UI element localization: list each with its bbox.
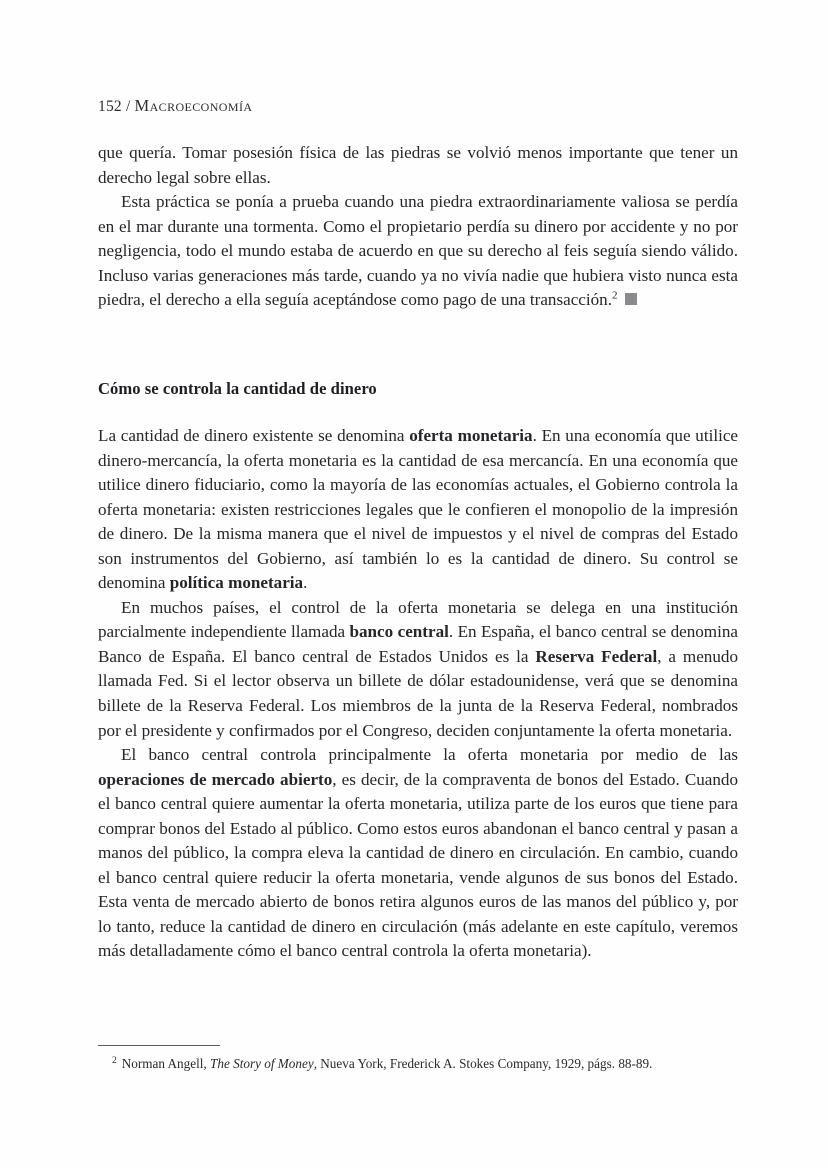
term-oferta-monetaria: oferta monetaria [409, 426, 533, 445]
text-run: , es decir, de la compraventa de bonos del Estado. Cuando el banco central quiere aumentar la oferta monetaria, utiliza parte de los euros que tiene para comprar bonos del Estado al público. Como estos euros abandonan el banco central y pasan a manos del público, la compra eleva la cantidad de dinero en circulación. En cambio, cuando el banco central quiere reducir la oferta monetaria, vende algunos de sus bonos del Estado. Esta venta de mercado abierto de bonos retira algunos euros de las manos del público y, por lo tanto, reduce la cantidad de dinero en circulación (más adelante en este capítulo, veremos más detalladamente cómo el banco central controla la oferta monetaria). [98, 769, 739, 961]
text-run: , a menudo llamada Fed. Si el lector observa un billete de dólar estadounidense, verá que se denomina billete de la Reserva Federal. Los miembros de la junta de la Reserva Federal, nombrados por el presidente y confirmados por el Congreso, deciden conjuntamente la oferta monetaria. [98, 646, 738, 740]
running-head-separator: / [125, 98, 131, 115]
footnote-entry [98, 1055, 738, 1072]
running-head-book-title: Macroeconomía [134, 96, 253, 115]
paragraph-continuation: que quería. Tomar posesión física de las piedras se volvió menos importante que tener un derecho legal sobre ellas. [98, 143, 738, 187]
running-head [98, 96, 252, 116]
footnote-separator-rule [98, 1045, 220, 1046]
paragraph-money-supply-definition [98, 424, 738, 596]
term-banco-central: banco central [349, 622, 449, 642]
end-of-section-square-icon [625, 293, 637, 305]
text-run: . [303, 573, 308, 593]
paragraph-open-market-operations [98, 743, 738, 964]
term-operaciones-mercado-abierto: operaciones de mercado abierto [98, 769, 333, 789]
paragraph-text: Esta práctica se ponía a prueba cuando una piedra extraordinariamente valiosa se perdía en el mar durante una tormenta. Como el propietario perdía su dinero por accidente y no por negligencia, todo el mundo estaba de acuerdo en que su derecho al feis seguía siendo válido. Incluso varias generaciones más tarde, cuando ya no vivía nadie que hubiera visto nunca esta piedra, el derecho a ella seguía aceptándose como pago de una transacción. [98, 192, 738, 310]
text-run: . En una economía que utilice dinero-mercancía, la oferta monetaria es la cantidad de esa mercancía. En una economía que utilice dinero fiduciario, como la mayoría de las economías actuales, el Gobierno controla la oferta monetaria: existen restricciones legales que le confieren el monopolio de la impresión de dinero. De la misma manera que el nivel de impuestos y el nivel de compras del Estado son instrumentos del Gobierno, así también lo es la cantidad de dinero. Su control se denomina [98, 426, 739, 593]
term-politica-monetaria: política monetaria [169, 573, 304, 593]
footnote-author: Norman Angell, [121, 1056, 207, 1071]
footnote-area [98, 1045, 738, 1072]
page-folio-number: 152 [98, 98, 122, 115]
text-run: En muchos países, el control de la oferta monetaria se delega en una institución parcialmente independiente llamada [98, 597, 738, 642]
footnote-publication-info: , Nueva York, Frederick A. Stokes Company, 1929, págs. 88-89. [313, 1056, 653, 1071]
text-run: El banco central controla principalmente la oferta monetaria por medio de las [121, 745, 738, 765]
section-heading: Cómo se controla la cantidad de dinero [98, 379, 377, 398]
footnote-reference-marker: 2 [612, 289, 618, 302]
body-text-block-intro [98, 141, 738, 313]
paragraph-central-bank [98, 596, 738, 743]
term-reserva-federal: Reserva Federal [535, 646, 658, 666]
paragraph-yap-stones [98, 190, 738, 313]
footnote-number: 2 [112, 1055, 117, 1066]
body-text-block-money-supply [98, 424, 738, 964]
footnote-title: The Story of Money [210, 1056, 314, 1071]
text-run: La cantidad de dinero existente se denomina [98, 426, 410, 445]
text-run: . En España, el banco central se denomina Banco de España. El banco central de Estados Unidos es la [98, 622, 738, 666]
